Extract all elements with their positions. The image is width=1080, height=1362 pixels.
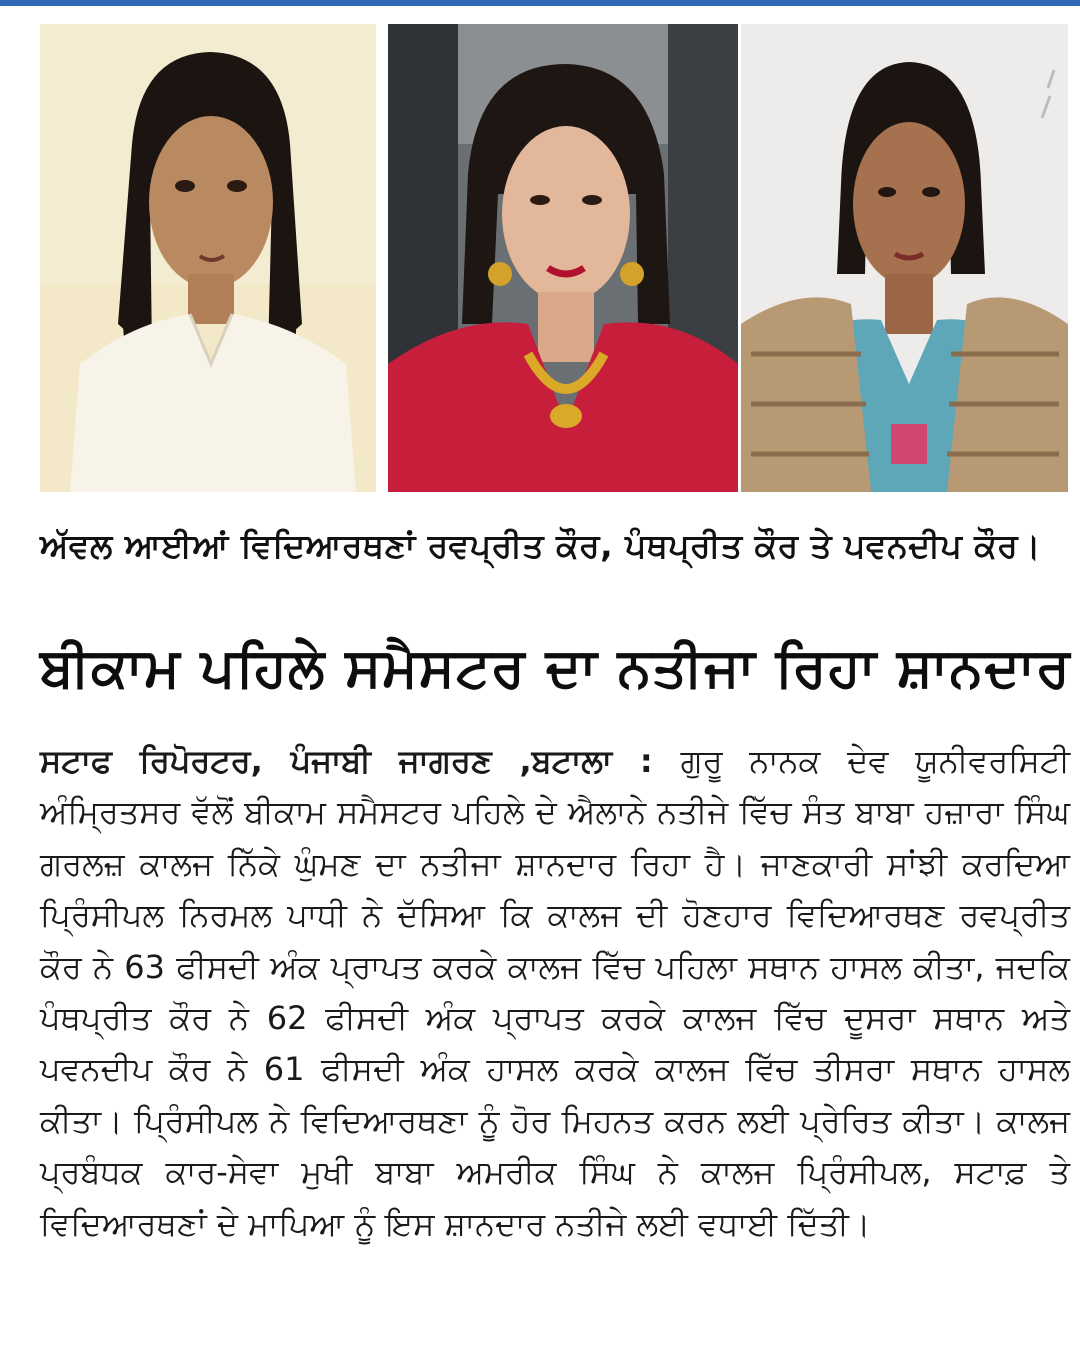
- top-accent-rule: [0, 0, 1080, 6]
- student-photo-3: [741, 24, 1068, 492]
- student-photo-strip: [0, 24, 1080, 492]
- article-byline: ਸਟਾਫ ਰਿਪੋਰਟਰ, ਪੰਜਾਬੀ ਜਾਗਰਣ ,ਬਟਾਲਾ :: [40, 742, 681, 780]
- article-text: ਗੁਰੂ ਨਾਨਕ ਦੇਵ ਯੂਨੀਵਰਸਿਟੀ ਅੰਮ੍ਰਿਤਸਰ ਵੱਲੋਂ ਬੀਕਾਮ ਸਮੈਸਟਰ ਪਹਿਲੇ ਦੇ ਐਲਾਨੇ ਨਤੀਜੇ ਵਿੱਚ ਸੰਤ ਬਾਬਾ ਹਜ਼ਾਰਾ ਸਿੰਘ ਗਰਲਜ਼ ਕਾਲਜ ਨਿੱਕੇ ਘੁੰਮਣ ਦਾ ਨਤੀਜਾ ਸ਼ਾਨਦਾਰ ਰਿਹਾ ਹੈ। ਜਾਣਕਾਰੀ ਸਾਂਝੀ ਕਰਦਿਆ ਪ੍ਰਿੰਸੀਪਲ ਨਿਰਮਲ ਪਾਧੀ ਨੇ ਦੱਸਿਆ ਕਿ ਕਾਲਜ ਦੀ ਹੋਣਹਾਰ ਵਿਦਿਆਰਥਣ ਰਵਪ੍ਰੀਤ ਕੌਰ ਨੇ 63 ਫੀਸਦੀ ਅੰਕ ਪ੍ਰਾਪਤ ਕਰਕੇ ਕਾਲਜ ਵਿੱਚ ਪਹਿਲਾ ਸਥਾਨ ਹਾਸਲ ਕੀਤਾ, ਜਦਕਿ ਪੰਥਪ੍ਰੀਤ ਕੌਰ ਨੇ 62 ਫੀਸਦੀ ਅੰਕ ਪ੍ਰਾਪਤ ਕਰਕੇ ਕਾਲਜ ਵਿੱਚ ਦੂਸਰਾ ਸਥਾਨ ਅਤੇ ਪਵਨਦੀਪ ਕੌਰ ਨੇ 61 ਫੀਸਦੀ ਅੰਕ ਹਾਸਲ ਕਰਕੇ ਕਾਲਜ ਵਿੱਚ ਤੀਸਰਾ ਸਥਾਨ ਹਾਸਲ ਕੀਤਾ। ਪ੍ਰਿੰਸੀਪਲ ਨੇ ਵਿਦਿਆਰਥਣਾ ਨੂੰ ਹੋਰ ਮਿਹਨਤ ਕਰਨ ਲਈ ਪ੍ਰੇਰਿਤ ਕੀਤਾ। ਕਾਲਜ ਪ੍ਰਬੰਧਕ ਕਾਰ-ਸੇਵਾ ਮੁਖੀ ਬਾਬਾ ਅਮਰੀਕ ਸਿੰਘ ਨੇ ਕਾਲਜ ਪ੍ਰਿੰਸੀਪਲ, ਸਟਾਫ਼ ਤੇ ਵਿਦਿਆਰਥਣਾਂ ਦੇ ਮਾਪਿਆ ਨੂੰ ਇਸ ਸ਼ਾਨਦਾਰ ਨਤੀਜੇ ਲਈ ਵਧਾਈ ਦਿੱਤੀ।: [40, 742, 1070, 1243]
- photo-caption: ਅੱਵਲ ਆਈਆਂ ਵਿਦਿਆਰਥਣਾਂ ਰਵਪ੍ਰੀਤ ਕੌਰ, ਪੰਥਪ੍ਰੀਤ ਕੌਰ ਤੇ ਪਵਨਦੀਪ ਕੌਰ।: [40, 526, 1041, 565]
- student-photo-2: [388, 24, 738, 492]
- article-body: [40, 736, 1070, 1250]
- decorative-mark-icon: [1024, 66, 1064, 126]
- student-photo-1: [40, 24, 376, 492]
- article-headline: ਬੀਕਾਮ ਪਹਿਲੇ ਸਮੈਸਟਰ ਦਾ ਨਤੀਜਾ ਰਿਹਾ ਸ਼ਾਨਦਾਰ: [40, 636, 1071, 699]
